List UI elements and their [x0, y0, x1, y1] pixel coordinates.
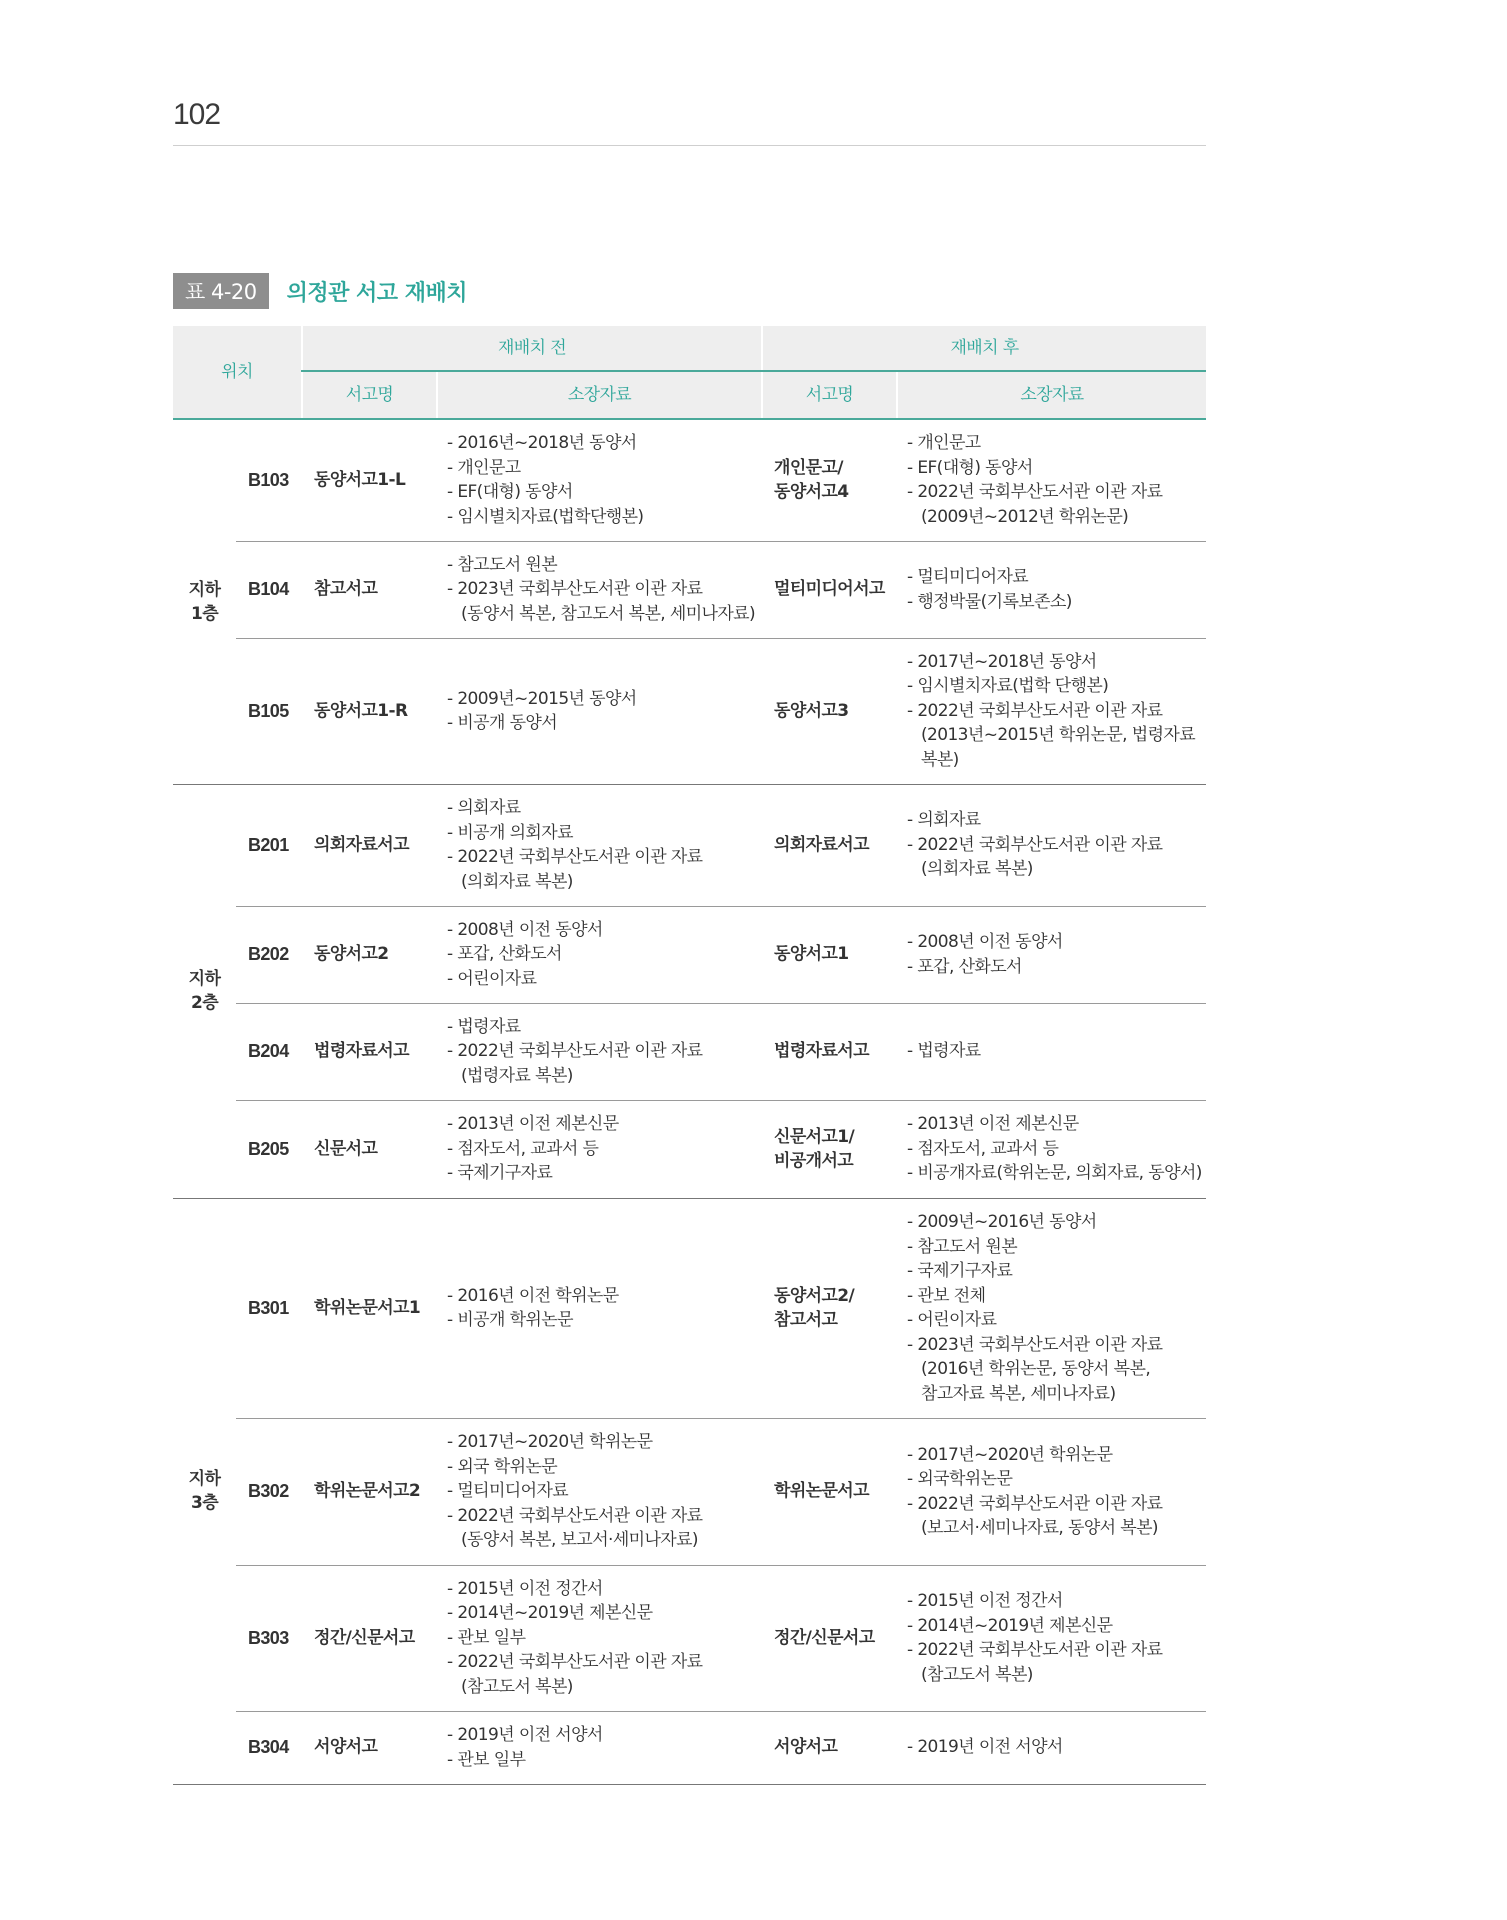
after-stack-name: 멀티미디어서고 [762, 541, 897, 638]
after-header: 재배치 후 [762, 326, 1206, 371]
after-holdings-item: - 점자도서, 교과서 등 [907, 1138, 1059, 1159]
table-header [173, 326, 1206, 419]
after-holdings-item: - 2015년 이전 정간서 [907, 1591, 1063, 1611]
after-holdings [897, 638, 1206, 784]
before-holdings [437, 906, 762, 1003]
after-stack-name: 정간/신문서고 [762, 1565, 897, 1711]
stack-code: B104 [236, 541, 302, 638]
before-stack-name: 동양서고2 [302, 906, 437, 1003]
after-stack-name: 서양서고 [762, 1711, 897, 1784]
after-holdings-item: - 2022년 국회부산도서관 이관 자료 [907, 1493, 1163, 1514]
before-holdings-item: - 2015년 이전 정간서 [447, 1578, 603, 1599]
before-holdings-item: - 2022년 국회부산도서관 이관 자료 [447, 1041, 703, 1062]
table-caption [173, 273, 467, 309]
after-holdings-item: - 2008년 이전 동양서 [907, 932, 1063, 952]
stack-code: B304 [236, 1711, 302, 1784]
after-holdings-item: - EF(대형) 동양서 [907, 457, 1033, 478]
after-holdings-item: - 2017년~2020년 학위논문 [907, 1444, 1113, 1465]
before-holdings-item: (동양서 복본, 참고도서 복본, 세미나자료) [461, 603, 756, 624]
before-stack-name: 정간/신문서고 [302, 1565, 437, 1711]
table-number-badge: 표 4-20 [173, 273, 269, 309]
after-stack-name-header: 서고명 [762, 371, 897, 419]
after-holdings [897, 1711, 1206, 1784]
before-holdings-item: - 국제기구자료 [447, 1163, 553, 1184]
before-holdings [437, 419, 762, 541]
before-holdings-item: - 어린이자료 [447, 968, 537, 989]
after-holdings-item: (2013년~2015년 학위논문, 법령자료 [921, 725, 1196, 746]
before-holdings-item: - 법령자료 [447, 1016, 521, 1037]
before-holdings-item: - 멀티미디어자료 [447, 1481, 569, 1502]
before-stack-name: 학위논문서고2 [302, 1418, 437, 1565]
before-holdings-item: - 의회자료 [447, 798, 521, 818]
before-holdings-item: - 2016년~2018년 동양서 [447, 433, 637, 454]
before-holdings-item: - 임시별치자료(법학단행본) [447, 506, 644, 527]
relocation-table [173, 326, 1206, 1785]
before-holdings-item: - 2009년~2015년 동양서 [447, 688, 637, 709]
after-holdings-item: 복본) [921, 749, 959, 770]
before-stack-name: 법령자료서고 [302, 1003, 437, 1100]
after-holdings-item: - 2019년 이전 서양서 [907, 1737, 1063, 1758]
before-holdings [437, 1418, 762, 1565]
table-row [173, 1003, 1206, 1100]
stack-code: B205 [236, 1100, 302, 1198]
before-holdings-item: - 관보 일부 [447, 1749, 526, 1770]
after-holdings-item: - 임시별치자료(법학 단행본) [907, 676, 1109, 697]
table-title: 의정관 서고 재배치 [286, 280, 467, 306]
after-holdings-item: - 관보 전체 [907, 1285, 986, 1306]
before-stack-name: 동양서고1-R [302, 638, 437, 784]
before-stack-name: 동양서고1-L [302, 419, 437, 541]
before-holdings-item: - 개인문고 [447, 457, 521, 478]
before-holdings-item: - 참고도서 원본 [447, 554, 558, 575]
after-holdings-item: - 행정박물(기록보존소) [907, 591, 1072, 612]
after-holdings [897, 1003, 1206, 1100]
after-holdings [897, 1418, 1206, 1565]
table-row [173, 906, 1206, 1003]
after-holdings-item: - 법령자료 [907, 1041, 981, 1062]
floor-label: 지하 2층 [173, 784, 236, 1198]
stack-code: B103 [236, 419, 302, 541]
before-holdings [437, 1003, 762, 1100]
after-holdings-item: - 멀티미디어자료 [907, 567, 1029, 587]
after-holdings-item: - 2014년~2019년 제본신문 [907, 1615, 1113, 1636]
stack-code: B201 [236, 784, 302, 906]
before-holdings [437, 638, 762, 784]
before-holdings [437, 1565, 762, 1711]
after-holdings-item: - 참고도서 원본 [907, 1236, 1018, 1257]
table-row [173, 1711, 1206, 1784]
before-holdings-item: - 2022년 국회부산도서관 이관 자료 [447, 847, 703, 867]
before-holdings-item: - EF(대형) 동양서 [447, 482, 573, 503]
before-stack-name-header: 서고명 [302, 371, 437, 419]
after-holdings-item: 참고자료 복본, 세미나자료) [921, 1383, 1116, 1404]
before-header: 재배치 전 [302, 326, 762, 371]
before-holdings-item: (법령자료 복본) [461, 1065, 573, 1086]
after-holdings-item: (2016년 학위논문, 동양서 복본, [921, 1359, 1151, 1379]
before-holdings-item: - 2017년~2020년 학위논문 [447, 1432, 653, 1453]
after-stack-name: 동양서고2/ 참고서고 [762, 1198, 897, 1418]
after-holdings-item: - 국제기구자료 [907, 1261, 1013, 1281]
before-holdings-item: - 2016년 이전 학위논문 [447, 1285, 619, 1306]
after-holdings-item: - 의회자료 [907, 810, 981, 831]
after-stack-name: 동양서고1 [762, 906, 897, 1003]
table-row [173, 638, 1206, 784]
before-holdings [437, 784, 762, 906]
page-number: 102 [173, 98, 221, 131]
table-body [173, 419, 1206, 1784]
before-holdings [437, 1198, 762, 1418]
after-holdings-item: - 2022년 국회부산도서관 이관 자료 [907, 1640, 1163, 1660]
before-holdings-item: (참고도서 복본) [461, 1676, 573, 1697]
stack-code: B202 [236, 906, 302, 1003]
stack-code: B204 [236, 1003, 302, 1100]
before-holdings-item: - 2022년 국회부산도서관 이관 자료 [447, 1652, 703, 1673]
table-row [173, 1100, 1206, 1198]
before-holdings-item: - 2019년 이전 서양서 [447, 1725, 603, 1745]
location-header: 위치 [173, 326, 302, 419]
before-holdings-header: 소장자료 [437, 371, 762, 419]
before-stack-name: 의회자료서고 [302, 784, 437, 906]
before-holdings-item: - 점자도서, 교과서 등 [447, 1138, 599, 1159]
table-row [173, 541, 1206, 638]
before-holdings-item: (의회자료 복본) [461, 871, 573, 892]
after-holdings [897, 419, 1206, 541]
before-holdings-item: - 비공개 학위논문 [447, 1310, 573, 1330]
after-holdings-item: - 외국학위논문 [907, 1469, 1013, 1489]
after-holdings-item: - 2022년 국회부산도서관 이관 자료 [907, 482, 1163, 503]
after-stack-name: 동양서고3 [762, 638, 897, 784]
stack-code: B105 [236, 638, 302, 784]
table-row [173, 1565, 1206, 1711]
before-holdings-item: - 관보 일부 [447, 1627, 526, 1648]
before-holdings-item: - 2008년 이전 동양서 [447, 919, 603, 940]
before-holdings-item: - 비공개 동양서 [447, 713, 558, 733]
before-stack-name: 참고서고 [302, 541, 437, 638]
before-stack-name: 신문서고 [302, 1100, 437, 1198]
table-row [173, 1418, 1206, 1565]
after-holdings-item: - 2022년 국회부산도서관 이관 자료 [907, 834, 1163, 855]
after-holdings-item: - 개인문고 [907, 433, 981, 454]
after-holdings [897, 1565, 1206, 1711]
after-holdings [897, 1198, 1206, 1418]
table-row [173, 784, 1206, 906]
table-row [173, 1198, 1206, 1418]
before-holdings-item: - 외국 학위논문 [447, 1456, 558, 1477]
after-holdings [897, 541, 1206, 638]
after-stack-name: 개인문고/ 동양서고4 [762, 419, 897, 541]
before-holdings-item: - 2022년 국회부산도서관 이관 자료 [447, 1505, 703, 1526]
before-holdings-item: - 2014년~2019년 제본신문 [447, 1603, 653, 1624]
after-holdings [897, 784, 1206, 906]
before-holdings-item: - 2013년 이전 제본신문 [447, 1114, 619, 1135]
after-stack-name: 의회자료서고 [762, 784, 897, 906]
after-holdings-item: - 2022년 국회부산도서관 이관 자료 [907, 700, 1163, 721]
before-holdings [437, 541, 762, 638]
after-stack-name: 신문서고1/ 비공개서고 [762, 1100, 897, 1198]
header-divider [173, 145, 1206, 146]
before-holdings-item: (동양서 복본, 보고서·세미나자료) [461, 1530, 698, 1551]
before-stack-name: 서양서고 [302, 1711, 437, 1784]
stack-code: B303 [236, 1565, 302, 1711]
stack-code: B301 [236, 1198, 302, 1418]
table-row [173, 419, 1206, 541]
after-holdings-header: 소장자료 [897, 371, 1206, 419]
before-holdings [437, 1100, 762, 1198]
before-holdings [437, 1711, 762, 1784]
after-holdings-item: (참고도서 복본) [921, 1664, 1033, 1685]
after-holdings-item: - 2017년~2018년 동양서 [907, 651, 1097, 672]
after-holdings-item: (2009년~2012년 학위논문) [921, 506, 1129, 527]
after-holdings-item: (의회자료 복본) [921, 859, 1033, 880]
after-holdings-item: - 비공개자료(학위논문, 의회자료, 동양서) [907, 1163, 1202, 1184]
after-stack-name: 학위논문서고 [762, 1418, 897, 1565]
after-holdings-item: - 2009년~2016년 동양서 [907, 1212, 1097, 1232]
before-stack-name: 학위논문서고1 [302, 1198, 437, 1418]
floor-label: 지하 3층 [173, 1198, 236, 1784]
after-holdings-item: - 2023년 국회부산도서관 이관 자료 [907, 1334, 1163, 1355]
before-holdings-item: - 비공개 의회자료 [447, 822, 573, 843]
after-holdings-item: - 어린이자료 [907, 1310, 997, 1330]
after-holdings-item: - 2013년 이전 제본신문 [907, 1114, 1079, 1135]
after-holdings-item: (보고서·세미나자료, 동양서 복본) [921, 1518, 1158, 1538]
after-stack-name: 법령자료서고 [762, 1003, 897, 1100]
floor-label: 지하 1층 [173, 419, 236, 784]
after-holdings [897, 1100, 1206, 1198]
stack-code: B302 [236, 1418, 302, 1565]
after-holdings [897, 906, 1206, 1003]
before-holdings-item: - 포갑, 산화도서 [447, 944, 562, 965]
after-holdings-item: - 포갑, 산화도서 [907, 956, 1022, 977]
before-holdings-item: - 2023년 국회부산도서관 이관 자료 [447, 579, 703, 600]
